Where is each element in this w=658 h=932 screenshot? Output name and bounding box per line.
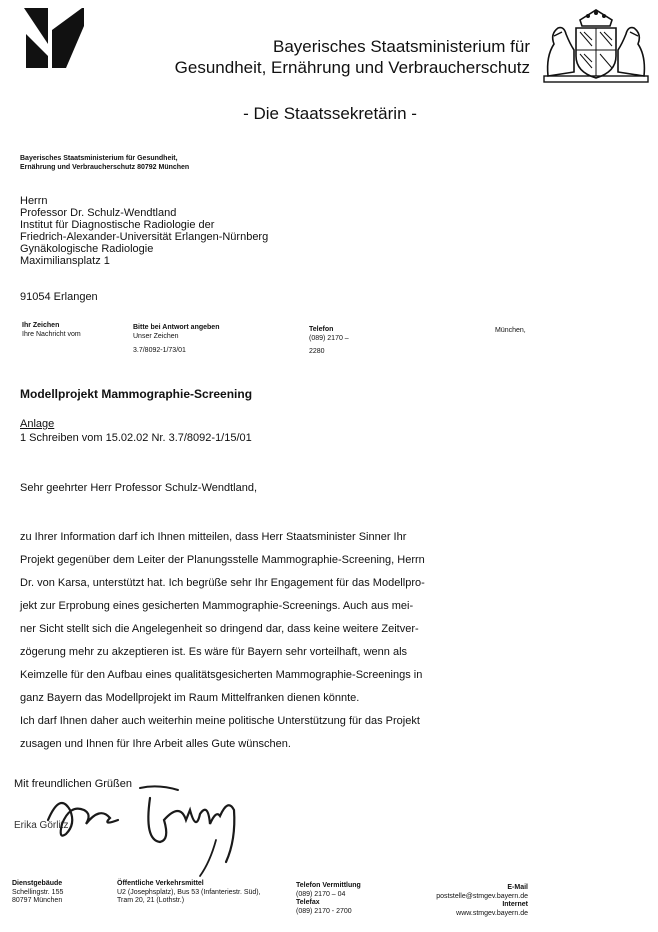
footer-fax-value: (089) 2170 - 2700 bbox=[296, 907, 352, 915]
body-line: Ich darf Ihnen daher auch weiterhin meine politische Unterstützung für das Projekt bbox=[20, 715, 420, 727]
secretary-title: - Die Staatssekretärin - bbox=[243, 104, 417, 123]
place-date: München, bbox=[495, 327, 526, 334]
footer-building-label: Dienstgebäude bbox=[12, 880, 63, 887]
body-line: zu Ihrer Information darf ich Ihnen mitteilen, dass Herr Staatsminister Sinner Ihr bbox=[20, 531, 407, 543]
body-line: Dr. von Karsa, unterstützt hat. Ich begrüße sehr Ihr Engagement für das Modellpro- bbox=[20, 577, 425, 589]
ihre-nachricht-label: Ihre Nachricht vom bbox=[22, 331, 81, 338]
salutation: Sehr geehrter Herr Professor Schulz-Wendtland, bbox=[20, 482, 258, 494]
letter-body bbox=[20, 526, 530, 756]
sender-return-address bbox=[20, 154, 189, 172]
footer-internet-label: Internet bbox=[502, 901, 528, 908]
body-line: zögerung mehr zu akzeptieren ist. Es wäre für Bayern sehr vorteilhaft, wenn als bbox=[20, 646, 408, 658]
sender-line-1: Bayerisches Staatsministerium für Gesundheit, bbox=[20, 155, 178, 162]
footer-fax-label: Telefax bbox=[296, 899, 320, 906]
signatory-name: Erika Görlitz bbox=[14, 820, 69, 831]
footer-phone-label: Telefon Vermittlung bbox=[296, 882, 361, 889]
footer-transport-label: Öffentliche Verkehrsmittel bbox=[117, 880, 204, 887]
recipient-line: Herrn bbox=[20, 195, 48, 207]
attachment-title: Anlage bbox=[20, 418, 55, 430]
body-line: Keimzelle für den Aufbau eines qualitätsgesicherten Mammographie-Screenings in bbox=[20, 669, 423, 681]
footer-transport-line: U2 (Josephsplatz), Bus 53 (Infanteriestr. Süd), bbox=[117, 888, 261, 896]
footer-transport-line: Tram 20, 21 (Lothstr.) bbox=[117, 897, 185, 904]
recipient-line: Professor Dr. Schulz-Wendtland bbox=[20, 207, 177, 219]
body-line: Projekt gegenüber dem Leiter der Planungsstelle Mammographie-Screening, Herrn bbox=[20, 554, 425, 566]
body-line: ganz Bayern das Modellprojekt im Raum Mittelfranken dienen könnte. bbox=[20, 692, 360, 704]
recipient-address bbox=[20, 195, 268, 267]
handwritten-signature bbox=[40, 780, 250, 880]
body-line: ner Sicht stellt sich die Angelegenheit so dringend dar, dass keine weitere Zeitver- bbox=[20, 623, 419, 635]
ministry-name bbox=[110, 36, 530, 78]
footer-phone bbox=[296, 882, 361, 916]
closing-phrase: Mit freundlichen Grüßen bbox=[14, 778, 132, 790]
unser-zeichen-value: 3.7/8092-1/73/01 bbox=[133, 347, 186, 354]
footer-contact bbox=[400, 884, 528, 918]
ministry-line-1: Bayerisches Staatsministerium für bbox=[273, 37, 530, 56]
ihr-zeichen-label: Ihr Zeichen bbox=[22, 322, 60, 329]
ministry-line-2: Gesundheit, Ernährung und Verbraucherschutz bbox=[174, 58, 530, 77]
body-line: zusagen und Ihnen für Ihre Arbeit alles Gute wünschen. bbox=[20, 738, 291, 750]
telefon-extension: 2280 bbox=[309, 348, 325, 355]
telefon-label: Telefon bbox=[309, 326, 334, 333]
footer-email-value: poststelle@stmgev.bayern.de bbox=[436, 892, 528, 900]
footer-internet-value: www.stmgev.bayern.de bbox=[456, 909, 528, 917]
unser-zeichen-label: Unser Zeichen bbox=[133, 333, 179, 340]
body-line: jekt zur Erprobung eines gesicherten Mammographie-Screenings. Auch aus mei- bbox=[20, 600, 414, 612]
sender-line-2: Ernährung und Verbraucherschutz 80792 München bbox=[20, 164, 190, 171]
bavarian-coat-of-arms-icon bbox=[540, 6, 652, 84]
recipient-line: Gynäkologische Radiologie bbox=[20, 243, 154, 255]
ministry-logo-icon bbox=[22, 6, 86, 70]
footer-transport bbox=[117, 880, 261, 906]
bitte-angeben-label: Bitte bei Antwort angeben bbox=[133, 324, 220, 331]
recipient-line: Maximiliansplatz 1 bbox=[20, 255, 110, 267]
recipient-line: Friedrich-Alexander-Universität Erlangen-Nürnberg bbox=[20, 231, 269, 243]
attachment-text: 1 Schreiben vom 15.02.02 Nr. 3.7/8092-1/15/01 bbox=[20, 432, 252, 444]
footer-building-line: 80797 München bbox=[12, 897, 63, 904]
footer-email-label: E-Mail bbox=[507, 884, 528, 891]
recipient-postcode-city: 91054 Erlangen bbox=[20, 291, 98, 303]
letter-subject: Modellprojekt Mammographie-Screening bbox=[20, 387, 253, 401]
footer-building bbox=[12, 880, 63, 906]
footer-building-line: Schellingstr. 155 bbox=[12, 888, 64, 896]
footer-phone-value: (089) 2170 – 04 bbox=[296, 890, 346, 898]
recipient-line: Institut für Diagnostische Radiologie der bbox=[20, 219, 215, 231]
telefon-value: (089) 2170 – bbox=[309, 335, 349, 342]
